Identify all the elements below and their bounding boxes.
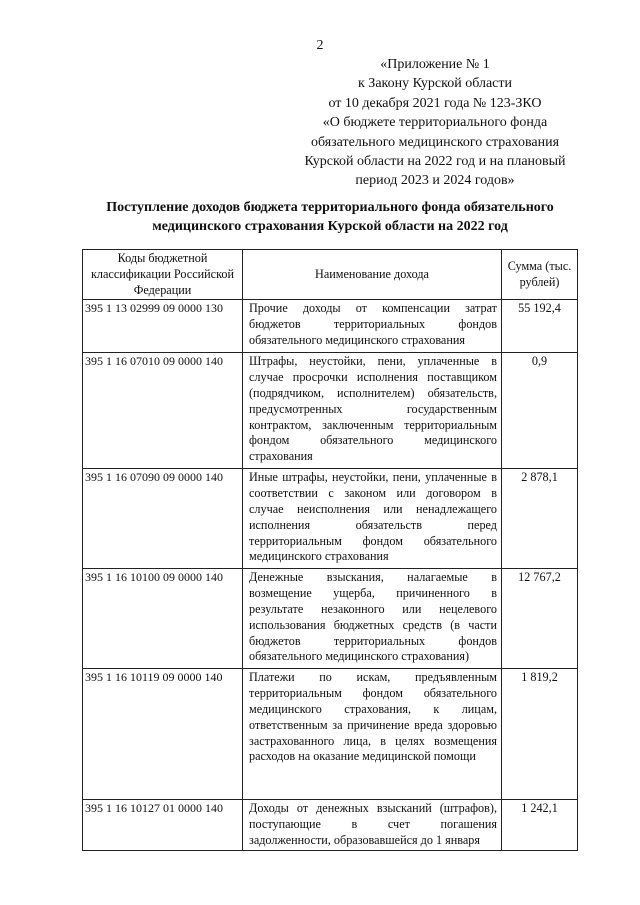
document-title-line: Поступление доходов бюджета территориального фонда обязательного [106,200,554,215]
table-row [83,569,578,669]
table-row [83,800,578,851]
cell-name: Платежи по искам, предъявленным территориальным фондом обязательного медицинского страхования, к лицам, ответственным за причинение вреда здоровью застрахованного лица, в целях возмещения расходов на оказание медицинской помощи [243,669,502,800]
cell-code: 395 1 16 10119 09 0000 140 [83,669,243,800]
document-title-line: медицинского страхования Курской области на 2022 год [152,219,508,234]
page-number: 2 [316,38,324,53]
cell-sum: 12 767,2 [502,569,578,669]
cell-sum: 55 192,4 [502,300,578,353]
table-row [83,300,578,353]
header-sum: Сумма (тыс. рублей) [502,250,578,300]
cell-sum: 1 242,1 [502,800,578,851]
appendix-line: обязательного медицинского страхования [310,134,560,150]
cell-name: Иные штрафы, неустойки, пени, уплаченные в соответствии с законом или договором в случае неисполнения или ненадлежащего исполнения обязательств перед территориальным фондом обязательного медицинского страхования [243,469,502,569]
table-row [83,353,578,469]
table-row [83,469,578,569]
cell-sum: 0,9 [502,353,578,469]
cell-name: Доходы от денежных взысканий (штрафов), поступающие в счет погашения задолженности, образовавшейся до 1 января [243,800,502,851]
appendix-line: к Закону Курской области [358,76,512,92]
table-header-row [83,250,578,300]
cell-name: Прочие доходы от компенсации затрат бюджетов территориальных фондов обязательного медицинского страхования [243,300,502,353]
cell-name: Денежные взыскания, налагаемые в возмещение ущерба, причиненного в результате незаконного или нецелевого использования бюджетных средств (в части бюджетов территориальных фондов обязательного медицинского страхования) [243,569,502,669]
cell-code: 395 1 16 07090 09 0000 140 [83,469,243,569]
document-title [60,198,600,236]
appendix-line: период 2023 и 2024 годов» [355,173,515,189]
appendix-block [290,55,580,191]
income-table [82,249,578,851]
header-name: Наименование дохода [243,250,502,300]
appendix-line: «О бюджете территориального фонда [322,115,548,131]
cell-sum: 2 878,1 [502,469,578,569]
cell-code: 395 1 13 02999 09 0000 130 [83,300,243,353]
appendix-line: «Приложение № 1 [380,57,490,72]
cell-code: 395 1 16 10100 09 0000 140 [83,569,243,669]
appendix-line: Курской области на 2022 год и на плановый [304,154,566,170]
header-code: Коды бюджетной классификации Российской Федерации [83,250,243,300]
cell-code: 395 1 16 10127 01 0000 140 [83,800,243,851]
cell-code: 395 1 16 07010 09 0000 140 [83,353,243,469]
cell-sum: 1 819,2 [502,669,578,800]
table-row [83,669,578,800]
cell-name: Штрафы, неустойки, пени, уплаченные в случае просрочки исполнения поставщиком (подрядчиком, исполнителем) обязательств, предусмотренных государственным контрактом, заключенным территориальным фондом обязательного медицинского страхования [243,353,502,469]
appendix-line: от 10 декабря 2021 года № 123-ЗКО [328,95,542,111]
